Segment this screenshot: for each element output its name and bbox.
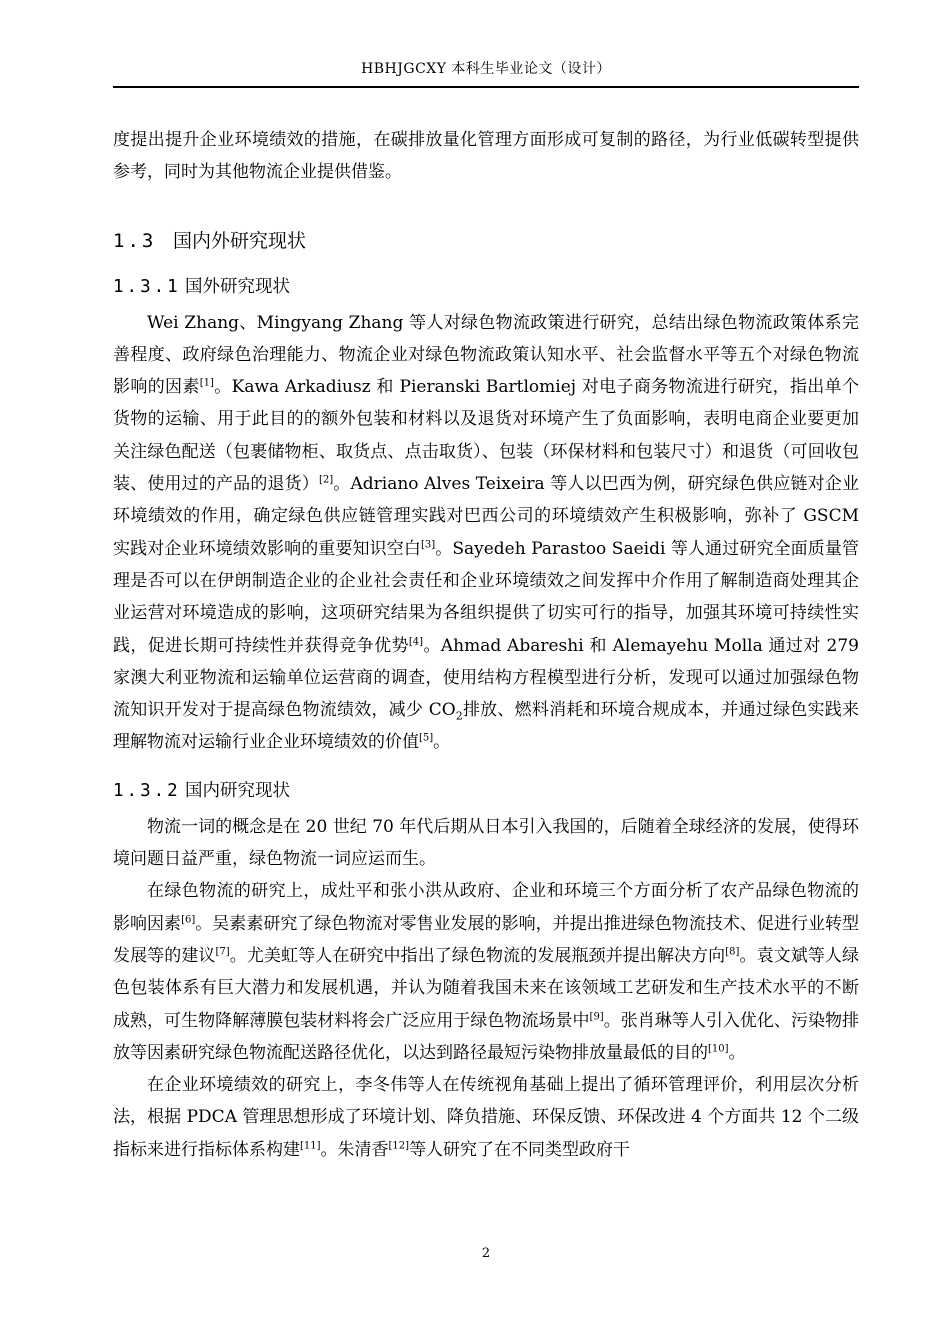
section-number: 1.3 [113, 229, 157, 252]
text-run: 排放、燃料消耗和环境合规成本，并通过绿色实践来理解物流对运输行业企业环境绩效的价值 [113, 700, 859, 753]
text-run: 。吴素素研究了绿色物流对零售业发展的影响，并提出推进绿色物流技术、促进行业转型发展等的建议 [113, 913, 859, 966]
text-run: 在绿色物流的研究上，成灶平和张小洪从政府、企业和环境三个方面分析了农产品绿色物流的影响因素 [113, 881, 859, 934]
intro-paragraph: 度提出提升企业环境绩效的措施，在碳排放量化管理方面形成可复制的路径，为行业低碳转型提供参考，同时为其他物流企业提供借鉴。 [113, 130, 859, 183]
text-run: 。Kawa Arkadiusz 和 Pieranski Bartlomiej 对电子商务物流进行研究，指出单个货物的运输、用于此目的的额外包装和材料以及退货对环境产生了负面影响，表明电商企业要更加关注绿色配送（包裹储物柜、取货点、点击取货）、包装（环保材料和包装尺寸）和退货（可回收包装、使用过的产品的退货） [113, 377, 860, 495]
subsection-heading-domestic [113, 775, 859, 807]
citation-2: [2] [318, 474, 334, 486]
page-body [113, 124, 859, 1166]
text-run: 。张肖琳等人引入优化、污染物排放等因素研究绿色物流配送路径优化，以达到路径最短污染物排放量最低的目的 [113, 1010, 860, 1063]
citation-9: [9] [589, 1010, 604, 1022]
text-run: 。Sayedeh Parastoo Saeidi 等人通过研究全面质量管理是否可以在伊朗制造企业的企业社会责任和企业环境绩效之间发挥中介作用了解制造商处理其企业运营对环境造成的影响，这项研究结果为各组织提供了切实可行的指导，加强其环境可持续性实践，促进长期可持续性并获得竞争优势 [113, 538, 859, 656]
text-run: 。 [728, 1042, 746, 1063]
text-run: 等人研究了在不同类型政府干 [409, 1139, 631, 1160]
co2-subscript: 2 [455, 709, 463, 723]
section-heading [113, 225, 859, 257]
citation-6: [6] [181, 913, 196, 925]
subsection-title: 国外研究现状 [185, 276, 290, 297]
environmental-performance-paragraph [113, 1069, 859, 1166]
logistics-concept-paragraph: 物流一词的概念是在 20 世纪 70 年代后期从日本引入我国的，后随着全球经济的发展，使得环境问题日益严重，绿色物流一词应运而生。 [113, 816, 859, 870]
citation-7: [7] [215, 946, 230, 958]
foreign-research-paragraph [113, 307, 859, 759]
text-run: 。Adriano Alves Teixeira 等人以巴西为例，研究绿色供应链对企业环境绩效的作用，确定绿色供应链管理实践对巴西公司的环境绩效产生积极影响，弥补了 GSCM 实践对企业环境绩效影响的重要知识空白 [113, 474, 860, 559]
text-run: 。袁文斌等人绿色包装体系有巨大潜力和发展机遇，并认为随着我国未来在该领域工艺研发和生产技术水平的不断成熟，可生物降解薄膜包装材料将会广泛应用于绿色物流场景中 [113, 945, 860, 1031]
page-number: 2 [481, 1246, 491, 1261]
text-run: Wei Zhang、Mingyang Zhang 等人对绿色物流政策进行研究，总结出绿色物流政策体系完善程度、政府绿色治理能力、物流企业对绿色物流政策认知水平、社会监督水平等五个对绿色物流影响的因素 [113, 312, 859, 398]
citation-3: [3] [420, 539, 436, 551]
subsection-heading-foreign [113, 271, 859, 303]
running-header: HBHJGCXY 本科生毕业论文（设计） [361, 61, 611, 77]
text-run: 。 [433, 732, 451, 753]
green-logistics-paragraph [113, 875, 859, 1069]
citation-11: [11] [300, 1140, 321, 1152]
section-title: 国内外研究现状 [173, 229, 307, 252]
citation-12: [12] [388, 1140, 410, 1152]
header-rule [113, 86, 859, 88]
text-run: 。朱清香 [320, 1139, 389, 1160]
subsection-number: 1.3.2 [113, 780, 181, 801]
text-run: 。Ahmad Abareshi 和 Alemayehu Molla 通过对 279 家澳大利亚物流和运输单位运营商的调查，使用结构方程模型进行分析，发现可以通过加强绿色物流知识开发对于提高绿色物流绩效，减少 CO [113, 635, 859, 721]
subsection-title: 国内研究现状 [185, 780, 290, 801]
citation-8: [8] [725, 946, 740, 958]
subsection-number: 1.3.1 [113, 276, 181, 297]
text-run: 。尤美虹等人在研究中指出了绿色物流的发展瓶颈并提出解决方向 [229, 945, 726, 966]
citation-4: [4] [408, 635, 424, 647]
citation-5: [5] [419, 732, 434, 744]
citation-1: [1] [199, 377, 214, 389]
citation-10: [10] [708, 1043, 729, 1055]
text-run: 在企业环境绩效的研究上，李冬伟等人在传统视角基础上提出了循环管理评价，利用层次分析法，根据 PDCA 管理思想形成了环境计划、降负措施、环保反馈、环保改进 4 个方面共 12 个二级指标来进行指标体系构建 [113, 1075, 859, 1160]
